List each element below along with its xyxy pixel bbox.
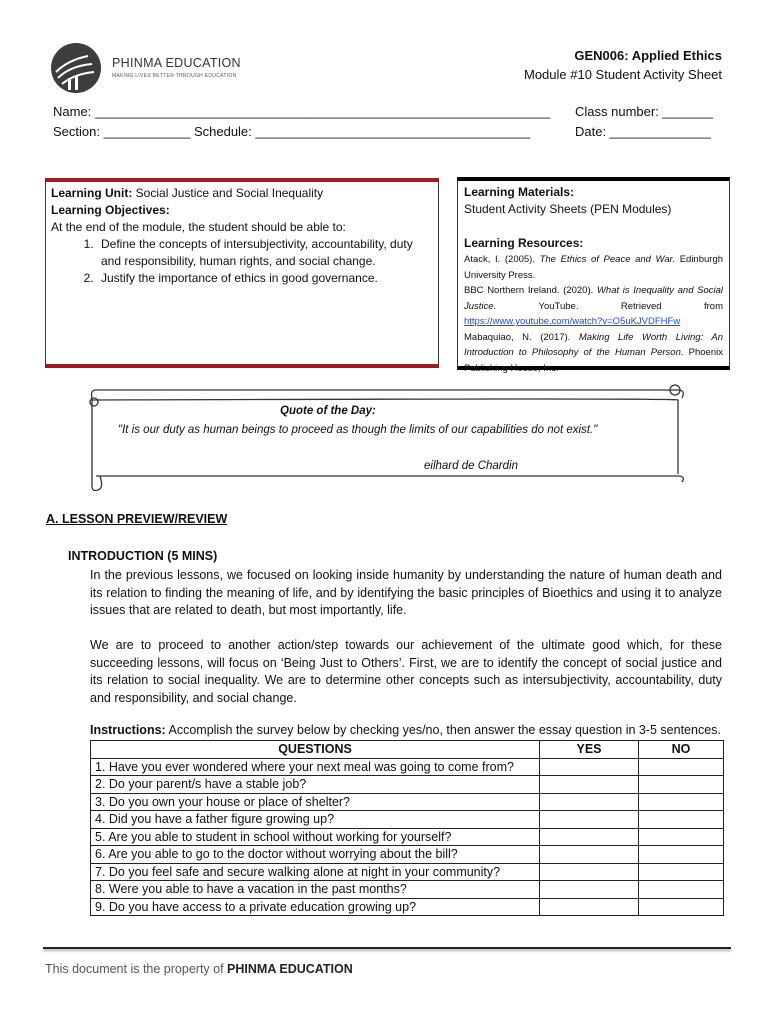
name-field[interactable]: Name: _______________________________________________________________: [53, 104, 551, 119]
table-row: [91, 793, 724, 811]
yes-cell[interactable]: [540, 846, 639, 864]
header-questions: QUESTIONS: [91, 741, 540, 759]
question-cell: 9. Do you have access to a private education growing up?: [91, 898, 540, 916]
reference-1: Atack, I. (2005). The Ethics of Peace and War. Edinburgh University Press.: [464, 254, 724, 281]
objective-item: 2. Justify the importance of ethics in good governance.: [97, 270, 433, 287]
objectives-intro: At the end of the module, the student should be able to:: [51, 220, 346, 234]
question-cell: 3. Do you own your house or place of shelter?: [91, 793, 540, 811]
no-cell[interactable]: [639, 828, 724, 846]
no-cell[interactable]: [639, 776, 724, 794]
table-row: [91, 881, 724, 899]
no-cell[interactable]: [639, 863, 724, 881]
class-number-field[interactable]: Class number: _______: [575, 104, 714, 119]
reference-2: BBC Northern Ireland. (2020). What is Inequality and Social Justice. YouTube. Retrieved from https://www.youtube.com/watch?v=O5uKJVDFHFw: [464, 285, 724, 327]
table-row: [91, 758, 724, 776]
learning-materials-box: [457, 177, 730, 374]
resources-label: Learning Resources:: [464, 236, 584, 250]
no-cell[interactable]: [639, 811, 724, 829]
question-cell: 6. Are you able to go to the doctor without worrying about the bill?: [91, 846, 540, 864]
youtube-link[interactable]: https://www.youtube.com/watch?v=O5uKJVDFHFw: [464, 316, 681, 327]
instructions-text: Accomplish the survey below by checking yes/no, then answer the essay question in 3-5 sentences.: [168, 723, 721, 737]
objectives-list: [51, 236, 433, 287]
question-cell: 2. Do your parent/s have a stable job?: [91, 776, 540, 794]
yes-cell[interactable]: [540, 898, 639, 916]
no-cell[interactable]: [639, 898, 724, 916]
yes-cell[interactable]: [540, 758, 639, 776]
table-row: [91, 846, 724, 864]
materials-label: Learning Materials:: [464, 185, 575, 199]
footer-text: This document is the property of: [45, 962, 224, 976]
yes-cell[interactable]: [540, 881, 639, 899]
materials-value: Student Activity Sheets (PEN Modules): [464, 202, 672, 216]
table-header-row: [91, 741, 724, 759]
quote-text: "It is our duty as human beings to proceed as though the limits of our capabilities do not exist.": [118, 424, 598, 436]
question-cell: 5. Are you able to student in school without working for yourself?: [91, 828, 540, 846]
footer: [45, 962, 353, 976]
header-yes: YES: [540, 741, 639, 759]
objectives-label: Learning Objectives:: [51, 203, 170, 217]
yes-cell[interactable]: [540, 863, 639, 881]
question-cell: 4. Did you have a father figure growing up?: [91, 811, 540, 829]
quote-scroll: [82, 378, 688, 498]
table-row: [91, 811, 724, 829]
yes-cell[interactable]: [540, 828, 639, 846]
unit-label: Learning Unit:: [51, 186, 133, 200]
instructions: [90, 723, 721, 737]
no-cell[interactable]: [639, 881, 724, 899]
unit-value: Social Justice and Social Inequality: [135, 186, 324, 200]
intro-paragraph-1: In the previous lessons, we focused on looking inside humanity by understanding the nature of human death and its relation to finding the meaning of life, and by identifying the basic principles of Bioethics and using it to analyze issues that are related to death, but most importantly, life.: [90, 568, 722, 617]
instructions-label: Instructions:: [90, 723, 166, 737]
yes-cell[interactable]: [540, 811, 639, 829]
no-cell[interactable]: [639, 758, 724, 776]
header-no: NO: [639, 741, 724, 759]
quote-author: eilhard de Chardin: [424, 460, 518, 472]
no-cell[interactable]: [639, 846, 724, 864]
section-schedule-field[interactable]: Section: ____________ Schedule: ______________________________________: [53, 124, 531, 139]
question-cell: 7. Do you feel safe and secure walking alone at night in your community?: [91, 863, 540, 881]
date-field[interactable]: Date: ______________: [575, 124, 711, 139]
section-heading: A. LESSON PREVIEW/REVIEW: [46, 512, 228, 526]
reference-3: Mabaquiao, N. (2017). Making Life Worth Living: An Introduction to Philosophy of the Human Person. Phoenix Publishing House, Inc.: [464, 331, 724, 374]
yes-cell[interactable]: [540, 793, 639, 811]
brand-name: PHINMA EDUCATION: [112, 56, 241, 70]
table-row: [91, 828, 724, 846]
learning-unit-box: [45, 178, 439, 368]
objective-item: 1. Define the concepts of intersubjectivity, accountability, duty and responsibility, human rights, and social change.: [97, 236, 433, 270]
intro-paragraph-2: We are to proceed to another action/step towards our achievement of the ultimate good which, for these succeeding lessons, will focus on ‘Being Just to Others’. First, we are to identify the concept of social justice and its relation to social inequality. We are to determine other concepts such as intersubjectivity, accountability, duty and responsibility, and social change.: [90, 638, 722, 705]
survey-table: [90, 740, 724, 916]
introduction-heading: INTRODUCTION (5 MINS): [68, 549, 218, 563]
question-cell: 8. Were you able to have a vacation in the past months?: [91, 881, 540, 899]
brand-tagline: MAKING LIVES BETTER THROUGH EDUCATION: [112, 73, 237, 79]
footer-divider: [43, 947, 731, 949]
question-cell: 1. Have you ever wondered where your next meal was going to come from?: [91, 758, 540, 776]
footer-brand: PHINMA EDUCATION: [227, 962, 353, 976]
table-row: [91, 863, 724, 881]
table-row: [91, 776, 724, 794]
no-cell[interactable]: [639, 793, 724, 811]
quote-title: Quote of the Day:: [280, 405, 376, 417]
module-title: Module #10 Student Activity Sheet: [523, 67, 722, 82]
table-row: [91, 898, 724, 916]
course-title: GEN006: Applied Ethics: [574, 48, 722, 63]
yes-cell[interactable]: [540, 776, 639, 794]
